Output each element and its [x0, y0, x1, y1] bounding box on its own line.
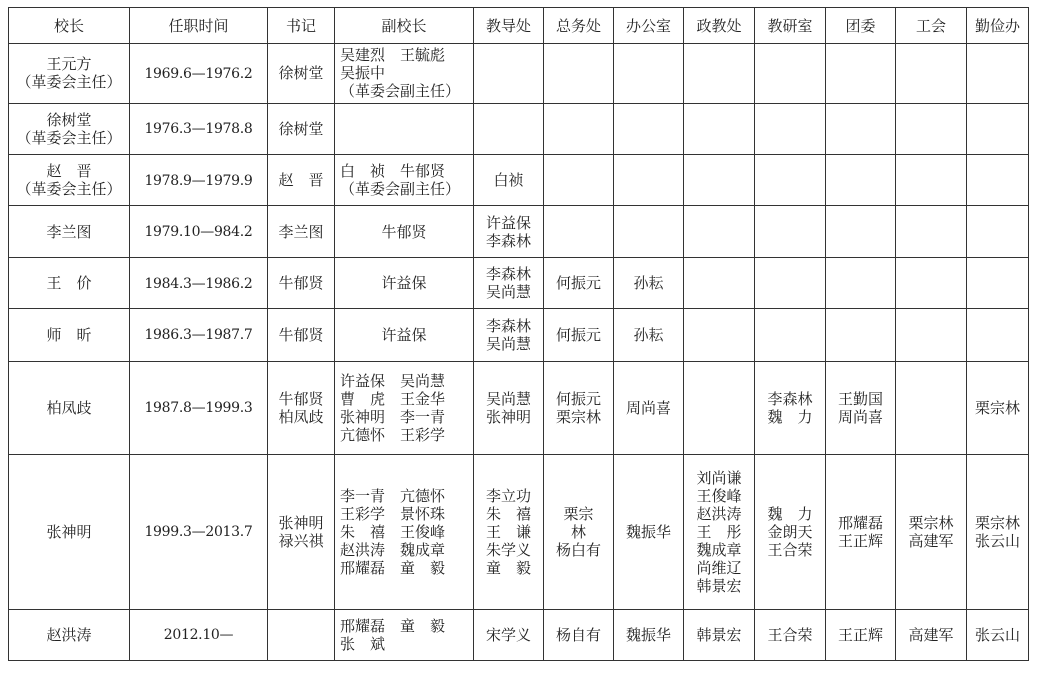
secretary-cell [268, 155, 335, 206]
cell-line: 栗宗林 [974, 513, 1020, 532]
column-header: 办公室 [614, 8, 684, 44]
research-cell [755, 206, 826, 257]
research-cell [755, 155, 826, 206]
cell-line: 韩景宏 [696, 625, 742, 644]
cell-line: 赵洪涛 [46, 625, 92, 644]
vice-principal-cell [335, 609, 474, 660]
cell-line: 朱 禧 [485, 504, 531, 523]
vice-principal-cell [335, 103, 474, 154]
office-cell [614, 309, 684, 361]
secretary-cell [268, 455, 335, 609]
cell-line: 曹 虎 王金华 [340, 389, 446, 408]
cell-line: （革委会主任） [16, 180, 122, 199]
office-cell [614, 361, 684, 455]
cell-line: （革委会主任） [16, 73, 122, 92]
cell-line: （革委会副主任） [340, 82, 461, 101]
cell-line: 张云山 [974, 625, 1020, 644]
research-cell [755, 609, 826, 660]
thrift-office-cell [967, 103, 1029, 154]
cell-line: 牛郁贤 [278, 325, 324, 344]
cell-line: 杨自有 [555, 625, 601, 644]
office-cell [614, 257, 684, 308]
secretary-cell [268, 309, 335, 361]
union-cell [896, 309, 967, 361]
research-cell [755, 309, 826, 361]
office-cell [614, 206, 684, 257]
union-cell [896, 361, 967, 455]
academic-affairs-cell [474, 206, 544, 257]
general-affairs-cell [544, 155, 614, 206]
cell-line: 禄兴祺 [278, 531, 324, 550]
cell-line: 魏 力 [767, 407, 813, 426]
cell-line: 王合荣 [767, 540, 813, 559]
cell-line: 王 彤 [696, 522, 742, 541]
term-text: 1987.8—1999.3 [144, 400, 253, 417]
political-education-cell [684, 455, 755, 609]
cell-line: 亢德怀 王彩学 [340, 425, 446, 444]
cell-line: 何振元 [555, 325, 601, 344]
general-affairs-cell [544, 206, 614, 257]
youth-league-cell [826, 609, 896, 660]
political-education-cell [684, 361, 755, 455]
principal-cell [9, 609, 130, 660]
secretary-cell [268, 257, 335, 308]
cell-line: 魏振华 [625, 522, 671, 541]
political-education-cell [684, 44, 755, 104]
vice-principal-cell [335, 361, 474, 455]
office-cell [614, 155, 684, 206]
cell-line: 王正辉 [837, 531, 883, 550]
cell-line: 孙耘 [633, 325, 664, 344]
office-cell [614, 455, 684, 609]
thrift-office-cell [967, 361, 1029, 455]
thrift-office-cell [967, 206, 1029, 257]
term-text: 1984.3—1986.2 [144, 275, 253, 292]
term-cell [130, 361, 268, 455]
table-row [9, 155, 1029, 206]
cell-line: 周尚喜 [625, 398, 671, 417]
cell-line: 徐树堂 [278, 119, 324, 138]
research-cell [755, 44, 826, 104]
cell-line: 韩景宏 [696, 576, 742, 595]
cell-line: 王勤国 [837, 389, 883, 408]
academic-affairs-cell [474, 103, 544, 154]
column-header: 团委 [826, 8, 896, 44]
secretary-cell [268, 609, 335, 660]
cell-line: 李兰图 [46, 222, 92, 241]
general-affairs-cell [544, 455, 614, 609]
union-cell [896, 103, 967, 154]
secretary-cell [268, 206, 335, 257]
leadership-table [8, 7, 1029, 661]
academic-affairs-cell [474, 361, 544, 455]
cell-line: 吴尚慧 [485, 334, 531, 353]
youth-league-cell [826, 44, 896, 104]
vice-principal-cell [335, 257, 474, 308]
cell-line: 牛郁贤 [278, 389, 324, 408]
cell-line: 邢耀磊 童 毅 [340, 616, 446, 635]
term-text: 1999.3—2013.7 [144, 524, 253, 541]
political-education-cell [684, 309, 755, 361]
cell-line: 张神明 李一青 [340, 407, 446, 426]
table-row [9, 44, 1029, 104]
term-cell [130, 206, 268, 257]
cell-line: 李森林 [485, 316, 531, 335]
thrift-office-cell [967, 455, 1029, 609]
table-row [9, 361, 1029, 455]
cell-line: 宋学义 [485, 625, 531, 644]
cell-line: 李立功 [485, 486, 531, 505]
general-affairs-cell [544, 257, 614, 308]
cell-line: 孙耘 [633, 274, 664, 293]
cell-line: 王俊峰 [696, 486, 742, 505]
cell-line: 李森林 [485, 265, 531, 284]
political-education-cell [684, 206, 755, 257]
term-cell [130, 309, 268, 361]
table-row [9, 206, 1029, 257]
cell-line: 何振元 [555, 389, 601, 408]
cell-line: 赵 晋 [278, 171, 324, 190]
cell-line: 高建军 [908, 531, 954, 550]
research-cell [755, 103, 826, 154]
column-header: 副校长 [335, 8, 474, 44]
office-cell [614, 103, 684, 154]
general-affairs-cell [544, 609, 614, 660]
column-header: 任职时间 [130, 8, 268, 44]
academic-affairs-cell [474, 309, 544, 361]
cell-line: 徐树堂 [278, 64, 324, 83]
political-education-cell [684, 609, 755, 660]
cell-line: 张神明 [278, 513, 324, 532]
column-header: 勤俭办 [967, 8, 1029, 44]
academic-affairs-cell [474, 155, 544, 206]
cell-line: 白祯 [493, 171, 524, 190]
cell-line: 朱学义 [485, 540, 531, 559]
cell-line: 何振元 [555, 274, 601, 293]
thrift-office-cell [967, 155, 1029, 206]
cell-line: 李森林 [767, 389, 813, 408]
cell-line: 栗宗林 [908, 513, 954, 532]
cell-line: 童 毅 [485, 558, 531, 577]
principal-cell [9, 257, 130, 308]
term-text: 2012.10— [163, 627, 234, 644]
cell-line: 王 价 [46, 274, 92, 293]
cell-line: 张 斌 [340, 634, 386, 653]
cell-line: 魏 力 [767, 504, 813, 523]
cell-line: 林 [570, 522, 586, 541]
academic-affairs-cell [474, 257, 544, 308]
cell-line: 赵洪涛 [696, 504, 742, 523]
research-cell [755, 257, 826, 308]
table-row [9, 455, 1029, 609]
cell-line: 王元方 [46, 55, 92, 74]
union-cell [896, 455, 967, 609]
academic-affairs-cell [474, 44, 544, 104]
column-header: 政教处 [684, 8, 755, 44]
union-cell [896, 155, 967, 206]
cell-line: （革委会副主任） [340, 180, 461, 199]
office-cell [614, 609, 684, 660]
secretary-cell [268, 44, 335, 104]
thrift-office-cell [967, 257, 1029, 308]
cell-line: 栗宗林 [974, 398, 1020, 417]
union-cell [896, 257, 967, 308]
cell-line: 许益保 [485, 213, 531, 232]
political-education-cell [684, 103, 755, 154]
principal-cell [9, 155, 130, 206]
cell-line: 王 谦 [485, 522, 531, 541]
youth-league-cell [826, 155, 896, 206]
table-row [9, 309, 1029, 361]
cell-line: 白 祯 牛郁贤 [340, 162, 446, 181]
general-affairs-cell [544, 103, 614, 154]
academic-affairs-cell [474, 455, 544, 609]
office-cell [614, 44, 684, 104]
youth-league-cell [826, 103, 896, 154]
research-cell [755, 455, 826, 609]
youth-league-cell [826, 257, 896, 308]
cell-line: 赵 晋 [46, 162, 92, 181]
cell-line: 赵洪涛 魏成章 [340, 540, 446, 559]
general-affairs-cell [544, 361, 614, 455]
principal-cell [9, 361, 130, 455]
cell-line: 王正辉 [837, 625, 883, 644]
principal-cell [9, 309, 130, 361]
term-cell [130, 257, 268, 308]
table-row [9, 609, 1029, 660]
cell-line: 吴建烈 王毓彪 [340, 46, 446, 65]
term-text: 1978.9—1979.9 [144, 172, 253, 189]
youth-league-cell [826, 361, 896, 455]
cell-line: 许益保 吴尚慧 [340, 371, 446, 390]
thrift-office-cell [967, 309, 1029, 361]
cell-line: 牛郁贤 [381, 222, 427, 241]
column-header: 教研室 [755, 8, 826, 44]
column-header: 校长 [9, 8, 130, 44]
table-row [9, 103, 1029, 154]
cell-line: 邢耀磊 童 毅 [340, 558, 446, 577]
academic-affairs-cell [474, 609, 544, 660]
union-cell [896, 206, 967, 257]
cell-line: 师 昕 [46, 325, 92, 344]
cell-line: 吴尚慧 [485, 283, 531, 302]
cell-line: 柏凤歧 [278, 407, 324, 426]
cell-line: 吴振中 [340, 64, 386, 83]
cell-line: 牛郁贤 [278, 274, 324, 293]
cell-line: 张云山 [974, 531, 1020, 550]
general-affairs-cell [544, 44, 614, 104]
vice-principal-cell [335, 455, 474, 609]
principal-cell [9, 206, 130, 257]
cell-line: 魏成章 [696, 540, 742, 559]
cell-line: 徐树堂 [46, 110, 92, 129]
cell-line: 周尚喜 [837, 407, 883, 426]
cell-line: 李一青 亢德怀 [340, 486, 446, 505]
term-text: 1976.3—1978.8 [144, 121, 253, 138]
principal-cell [9, 103, 130, 154]
cell-line: 李森林 [485, 231, 531, 250]
term-cell [130, 44, 268, 104]
cell-line: 杨白有 [555, 540, 601, 559]
term-cell [130, 155, 268, 206]
column-header: 教导处 [474, 8, 544, 44]
cell-line: 栗宗林 [555, 407, 601, 426]
general-affairs-cell [544, 309, 614, 361]
cell-line: 许益保 [381, 274, 427, 293]
column-header: 工会 [896, 8, 967, 44]
cell-line: 张神明 [485, 407, 531, 426]
cell-line: 刘尚谦 [696, 468, 742, 487]
thrift-office-cell [967, 44, 1029, 104]
youth-league-cell [826, 309, 896, 361]
cell-line: 邢耀磊 [837, 513, 883, 532]
thrift-office-cell [967, 609, 1029, 660]
term-text: 1969.6—1976.2 [144, 65, 253, 82]
cell-line: 王合荣 [767, 625, 813, 644]
term-text: 1979.10—984.2 [144, 224, 253, 241]
vice-principal-cell [335, 206, 474, 257]
secretary-cell [268, 361, 335, 455]
column-header: 书记 [268, 8, 335, 44]
cell-line: 许益保 [381, 325, 427, 344]
secretary-cell [268, 103, 335, 154]
cell-line: 吴尚慧 [485, 389, 531, 408]
cell-line: 栗宗 [563, 504, 594, 523]
union-cell [896, 609, 967, 660]
term-cell [130, 103, 268, 154]
union-cell [896, 44, 967, 104]
youth-league-cell [826, 455, 896, 609]
principal-cell [9, 455, 130, 609]
cell-line: 朱 禧 王俊峰 [340, 522, 446, 541]
column-header: 总务处 [544, 8, 614, 44]
political-education-cell [684, 257, 755, 308]
youth-league-cell [826, 206, 896, 257]
cell-line: 张神明 [46, 522, 92, 541]
research-cell [755, 361, 826, 455]
cell-line: 柏凤歧 [46, 398, 92, 417]
cell-line: （革委会主任） [16, 128, 122, 147]
table-row [9, 257, 1029, 308]
cell-line: 王彩学 景怀珠 [340, 504, 446, 523]
vice-principal-cell [335, 309, 474, 361]
vice-principal-cell [335, 155, 474, 206]
political-education-cell [684, 155, 755, 206]
cell-line: 李兰图 [278, 222, 324, 241]
term-cell [130, 455, 268, 609]
cell-line: 魏振华 [625, 625, 671, 644]
term-cell [130, 609, 268, 660]
vice-principal-cell [335, 44, 474, 104]
cell-line: 金朗天 [767, 522, 813, 541]
cell-line: 尚维辽 [696, 558, 742, 577]
principal-cell [9, 44, 130, 104]
header-row [9, 8, 1029, 44]
cell-line: 高建军 [908, 625, 954, 644]
term-text: 1986.3—1987.7 [144, 327, 253, 344]
